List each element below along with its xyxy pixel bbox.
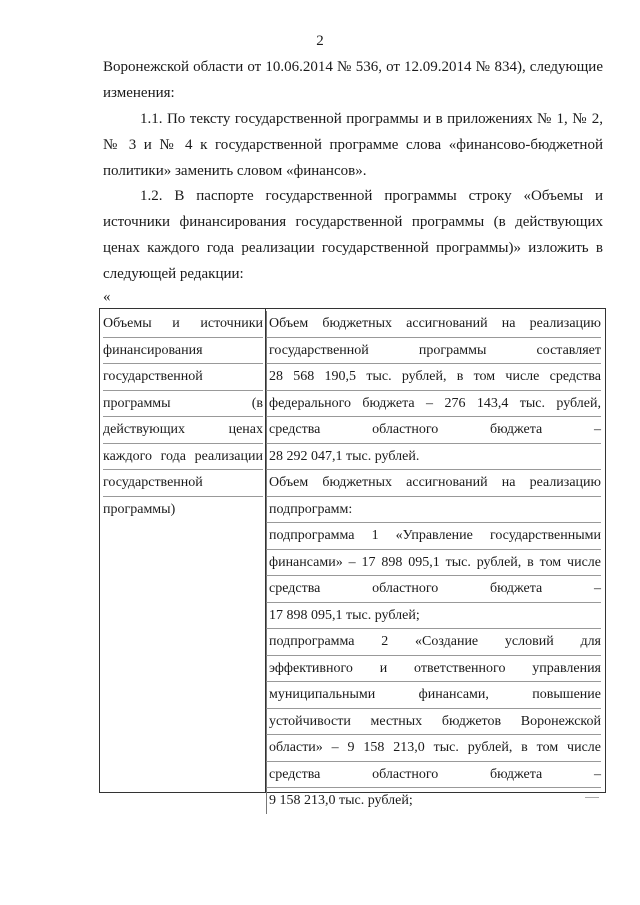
left-cell-line: каждого года реализации [103, 444, 263, 471]
opening-quote: « [103, 289, 111, 305]
right-cell-line: средства областного бюджета – [266, 417, 601, 444]
right-cell-line: подпрограмма 1 «Управление государственными [266, 523, 601, 550]
right-cell-line: подпрограмма 2 «Создание условий для [266, 629, 601, 656]
text-line: ценах каждого года реализации государственной программы)» изложить в [103, 240, 603, 256]
right-cell-line: Объем бюджетных ассигнований на реализацию [266, 470, 601, 497]
table-right-column [269, 311, 601, 814]
right-cell-line: устойчивости местных бюджетов Воронежской [266, 709, 601, 736]
text-line: 1.2. В паспорте государственной программы строку «Объемы и [140, 188, 603, 204]
right-cell-line: средства областного бюджета – [266, 576, 601, 603]
text-line: изменения: [103, 85, 175, 101]
left-cell-line: финансирования [103, 338, 263, 365]
table-left-column [103, 311, 263, 522]
passport-table [99, 308, 606, 808]
item-1-1-paragraph [103, 106, 603, 184]
right-cell-line: области» – 9 158 213,0 тыс. рублей, в том числе [266, 735, 601, 762]
right-cell-line: 28 568 190,5 тыс. рублей, в том числе средства [266, 364, 601, 391]
intro-paragraph [103, 54, 603, 106]
right-cell-line: эффективного и ответственного управления [266, 656, 601, 683]
scan-mark [585, 797, 599, 798]
right-cell-line: 9 158 213,0 тыс. рублей; [266, 788, 601, 814]
item-1-2-paragraph [103, 183, 603, 287]
text-line: 1.1. По тексту государственной программы и в приложениях № 1, № 2, [140, 111, 603, 127]
right-cell-line: муниципальными финансами, повышение [266, 682, 601, 709]
right-cell-line: федерального бюджета – 276 143,4 тыс. рублей, [266, 391, 601, 418]
left-cell-line: Объемы и источники [103, 311, 263, 338]
left-cell-line: государственной [103, 470, 263, 497]
left-cell-line: действующих ценах [103, 417, 263, 444]
right-cell-line: государственной программы составляет [266, 338, 601, 365]
text-line: политики» заменить словом «финансов». [103, 163, 367, 179]
right-cell-line: подпрограмм: [266, 497, 601, 524]
right-cell-line: 17 898 095,1 тыс. рублей; [266, 603, 601, 630]
page-number: 2 [316, 33, 324, 49]
right-cell-line: Объем бюджетных ассигнований на реализацию [266, 311, 601, 338]
left-cell-line: программы (в [103, 391, 263, 418]
text-line: следующей редакции: [103, 266, 244, 282]
right-cell-line: средства областного бюджета – [266, 762, 601, 789]
left-cell-line: программы) [103, 501, 176, 517]
text-line: Воронежской области от 10.06.2014 № 536, от 12.09.2014 № 834), следующие [103, 59, 603, 75]
right-cell-line: 28 292 047,1 тыс. рублей. [266, 444, 601, 471]
text-line: № 3 и № 4 к государственной программе слова «финансово-бюджетной [103, 137, 603, 153]
right-cell-line: финансами» – 17 898 095,1 тыс. рублей, в том числе [266, 550, 601, 577]
text-line: источники финансирования государственной программы (в действующих [103, 214, 603, 230]
left-cell-line: государственной [103, 364, 263, 391]
